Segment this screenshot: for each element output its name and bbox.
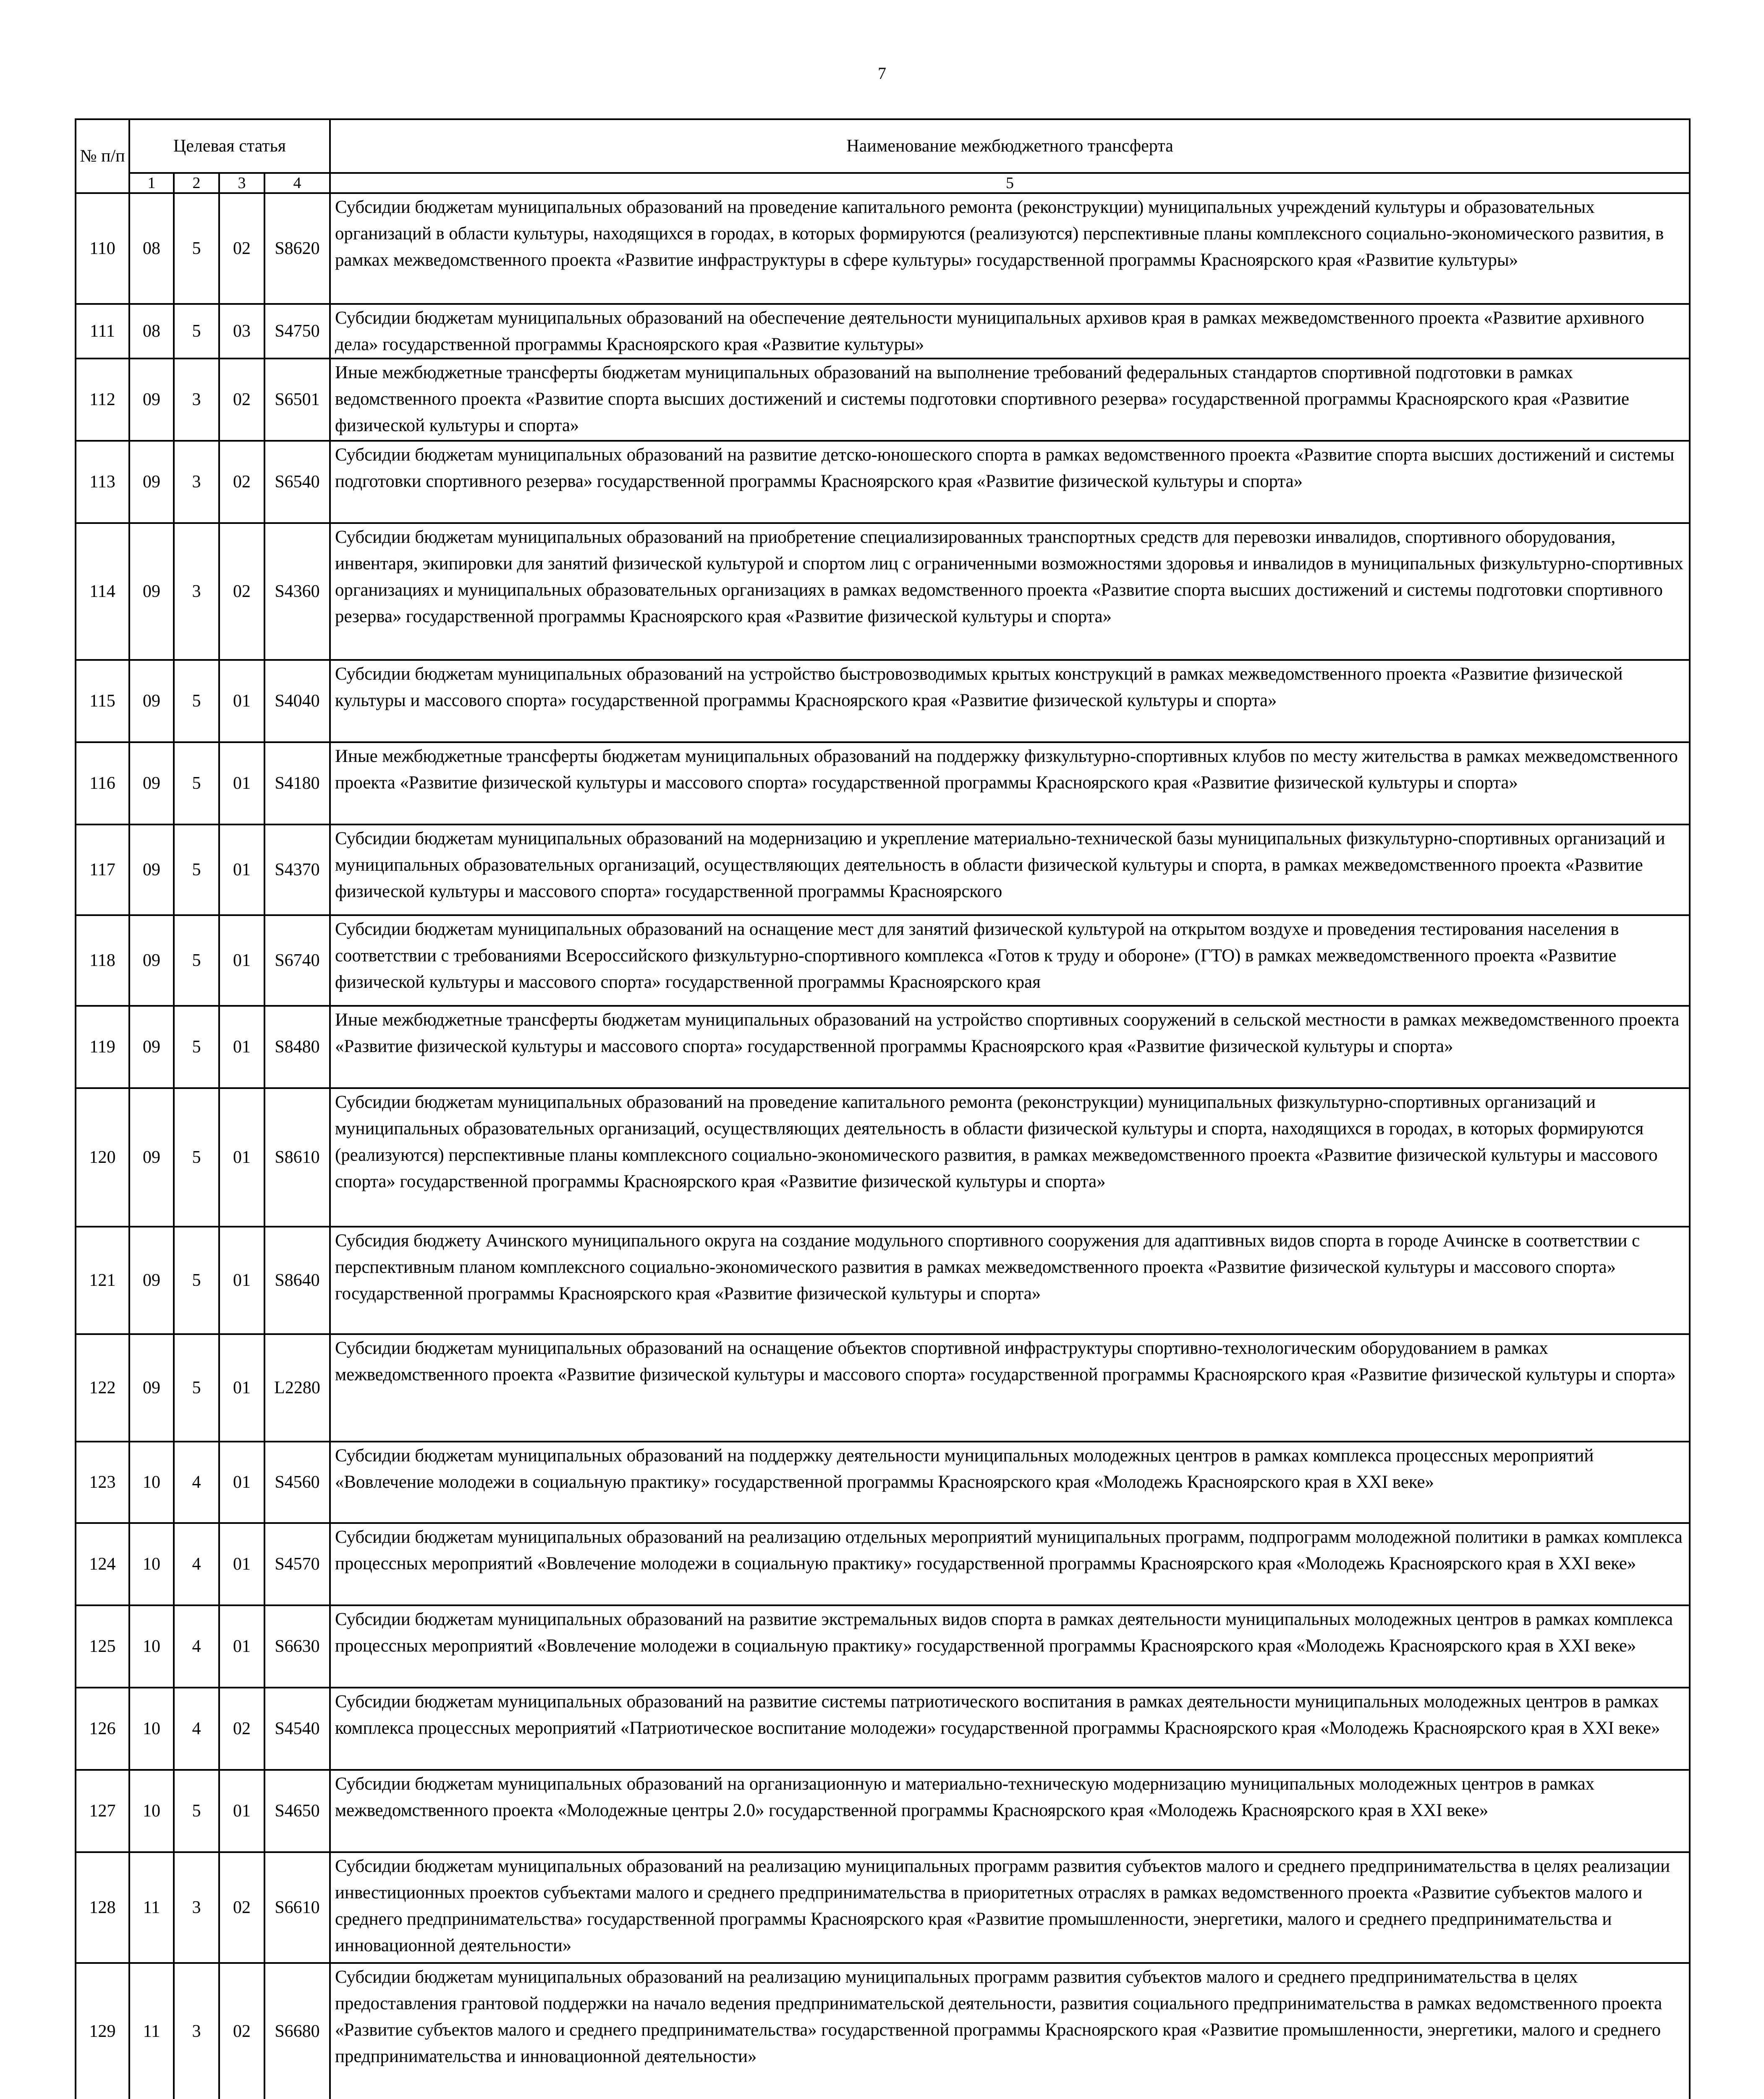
row-number: 112 — [76, 359, 129, 441]
code-1: 09 — [129, 359, 174, 441]
transfer-name: Субсидии бюджетам муниципальных образований на развитие системы патриотического воспитания в рамках деятельности муниципальных молодежных центров в рамках комплекса процессных мероприятий «Патриотическое воспитание молодежи» государственной программы Красноярского края «Молодежь Красноярского края в XXI веке» — [330, 1688, 1690, 1770]
code-2: 5 — [174, 742, 219, 824]
row-number: 118 — [76, 915, 129, 1006]
row-number: 111 — [76, 304, 129, 359]
code-4: S8640 — [264, 1227, 330, 1334]
column-number: 4 — [264, 173, 330, 193]
code-2: 5 — [174, 1770, 219, 1852]
row-number: 123 — [76, 1442, 129, 1523]
table-body — [76, 193, 1690, 2099]
code-1: 09 — [129, 1006, 174, 1088]
table-row — [76, 1688, 1690, 1770]
code-3: 01 — [219, 915, 264, 1006]
code-2: 5 — [174, 1227, 219, 1334]
code-2: 5 — [174, 660, 219, 742]
code-2: 3 — [174, 359, 219, 441]
row-number: 129 — [76, 1963, 129, 2099]
transfer-name: Субсидии бюджетам муниципальных образований на проведение капитального ремонта (реконструкции) муниципальных физкультурно-спортивных организаций и муниципальных образовательных организаций, осуществляющих деятельность в области физической культуры и спорта, находящихся в городах, в которых формируются (реализуются) перспективные планы комплексного социально-экономического развития, в рамках межведомственного проекта «Развитие физической культуры и массового спорта» государственной программы Красноярского края «Развитие физической культуры и спорта» — [330, 1088, 1690, 1227]
code-1: 10 — [129, 1688, 174, 1770]
code-4: S4360 — [264, 523, 330, 660]
row-number: 110 — [76, 193, 129, 304]
code-1: 09 — [129, 742, 174, 824]
table-row — [76, 359, 1690, 441]
code-1: 09 — [129, 1334, 174, 1442]
column-number: 1 — [129, 173, 174, 193]
code-1: 11 — [129, 1963, 174, 2099]
code-3: 03 — [219, 304, 264, 359]
code-4: S4650 — [264, 1770, 330, 1852]
code-1: 09 — [129, 441, 174, 523]
code-2: 4 — [174, 1605, 219, 1688]
code-2: 5 — [174, 824, 219, 915]
header-target-article: Целевая статья — [129, 119, 330, 173]
table-row — [76, 660, 1690, 742]
code-2: 5 — [174, 193, 219, 304]
code-2: 3 — [174, 1963, 219, 2099]
code-2: 5 — [174, 915, 219, 1006]
column-number: 2 — [174, 173, 219, 193]
code-3: 02 — [219, 523, 264, 660]
transfer-name: Субсидии бюджетам муниципальных образований на развитие экстремальных видов спорта в рамках деятельности муниципальных молодежных центров в рамках комплекса процессных мероприятий «Вовлечение молодежи в социальную практику» государственной программы Красноярского края «Молодежь Красноярского края в XXI веке» — [330, 1605, 1690, 1688]
code-3: 01 — [219, 824, 264, 915]
table-row — [76, 1770, 1690, 1852]
code-1: 08 — [129, 304, 174, 359]
row-number: 113 — [76, 441, 129, 523]
code-4: S8610 — [264, 1088, 330, 1227]
table-row — [76, 915, 1690, 1006]
code-2: 3 — [174, 1852, 219, 1963]
code-3: 02 — [219, 1688, 264, 1770]
code-2: 4 — [174, 1688, 219, 1770]
table-row — [76, 1006, 1690, 1088]
table-row — [76, 1523, 1690, 1605]
code-3: 01 — [219, 1227, 264, 1334]
row-number: 122 — [76, 1334, 129, 1442]
code-3: 01 — [219, 660, 264, 742]
code-3: 02 — [219, 193, 264, 304]
code-1: 10 — [129, 1523, 174, 1605]
code-3: 01 — [219, 1334, 264, 1442]
code-1: 10 — [129, 1770, 174, 1852]
code-3: 02 — [219, 441, 264, 523]
transfer-name: Субсидии бюджетам муниципальных образований на приобретение специализированных транспортных средств для перевозки инвалидов, спортивного оборудования, инвентаря, экипировки для занятий физической культурой и спортом лиц с ограниченными возможностями здоровья и инвалидов в муниципальных физкультурно-спортивных организациях и муниципальных образовательных организациях в рамках ведомственного проекта «Развитие спорта высших достижений и системы подготовки спортивного резерва» государственной программы Красноярского края «Развитие физической культуры и спорта» — [330, 523, 1690, 660]
code-1: 09 — [129, 1088, 174, 1227]
table-row — [76, 193, 1690, 304]
transfer-name: Субсидии бюджетам муниципальных образований на проведение капитального ремонта (реконструкции) муниципальных учреждений культуры и образовательных организаций в области культуры, находящихся в городах, в которых формируются (реализуются) перспективные планы комплексного социально-экономического развития, в рамках межведомственного проекта «Развитие инфраструктуры в сфере культуры» государственной программы Красноярского края «Развитие культуры» — [330, 193, 1690, 304]
table-row — [76, 824, 1690, 915]
code-1: 08 — [129, 193, 174, 304]
code-3: 02 — [219, 1963, 264, 2099]
table-row — [76, 1852, 1690, 1963]
code-4: S4180 — [264, 742, 330, 824]
code-2: 3 — [174, 441, 219, 523]
table-row — [76, 441, 1690, 523]
row-number: 128 — [76, 1852, 129, 1963]
table-row — [76, 1442, 1690, 1523]
table-row — [76, 1227, 1690, 1334]
transfer-name: Субсидии бюджетам муниципальных образований на организационную и материально-техническую модернизацию муниципальных молодежных центров в рамках межведомственного проекта «Молодежные центры 2.0» государственной программы Красноярского края «Молодежь Красноярского края в XXI веке» — [330, 1770, 1690, 1852]
code-3: 01 — [219, 1088, 264, 1227]
table-row — [76, 1334, 1690, 1442]
code-3: 01 — [219, 1770, 264, 1852]
row-number: 119 — [76, 1006, 129, 1088]
page-number: 7 — [878, 64, 886, 83]
code-2: 4 — [174, 1442, 219, 1523]
table-row — [76, 1088, 1690, 1227]
table-row — [76, 1963, 1690, 2099]
row-number: 125 — [76, 1605, 129, 1688]
transfer-name: Субсидии бюджетам муниципальных образований на реализацию отдельных мероприятий муниципальных программ, подпрограмм молодежной политики в рамках комплекса процессных мероприятий «Вовлечение молодежи в социальную практику» государственной программы Красноярского края «Молодежь Красноярского края в XXI веке» — [330, 1523, 1690, 1605]
code-4: S4570 — [264, 1523, 330, 1605]
row-number: 120 — [76, 1088, 129, 1227]
code-1: 09 — [129, 824, 174, 915]
code-1: 11 — [129, 1852, 174, 1963]
code-4: S8480 — [264, 1006, 330, 1088]
code-2: 5 — [174, 304, 219, 359]
transfer-name: Иные межбюджетные трансферты бюджетам муниципальных образований на устройство спортивных сооружений в сельской местности в рамках межведомственного проекта «Развитие физической культуры и массового спорта» государственной программы Красноярского края «Развитие физической культуры и спорта» — [330, 1006, 1690, 1088]
transfer-name: Субсидии бюджетам муниципальных образований на поддержку деятельности муниципальных молодежных центров в рамках комплекса процессных мероприятий «Вовлечение молодежи в социальную практику» государственной программы Красноярского края «Молодежь Красноярского края в XXI веке» — [330, 1442, 1690, 1523]
column-number: 5 — [330, 173, 1690, 193]
code-4: S6680 — [264, 1963, 330, 2099]
header-no: № п/п — [76, 119, 129, 193]
transfer-name: Иные межбюджетные трансферты бюджетам муниципальных образований на поддержку физкультурно-спортивных клубов по месту жительства в рамках межведомственного проекта «Развитие физической культуры и массового спорта» государственной программы Красноярского края «Развитие физической культуры и спорта» — [330, 742, 1690, 824]
code-3: 01 — [219, 1006, 264, 1088]
code-4: S6630 — [264, 1605, 330, 1688]
row-number: 127 — [76, 1770, 129, 1852]
code-1: 09 — [129, 1227, 174, 1334]
transfer-name: Субсидии бюджетам муниципальных образований на реализацию муниципальных программ развития субъектов малого и среднего предпринимательства в целях реализации инвестиционных проектов субъектами малого и среднего предпринимательства в приоритетных отраслях в рамках ведомственного проекта «Развитие субъектов малого и среднего предпринимательства» государственной программы Красноярского края «Развитие промышленности, энергетики, малого и среднего предпринимательства и инновационной деятельности» — [330, 1852, 1690, 1963]
code-4: S4040 — [264, 660, 330, 742]
row-number: 114 — [76, 523, 129, 660]
code-1: 09 — [129, 915, 174, 1006]
transfer-name: Субсидии бюджетам муниципальных образований на обеспечение деятельности муниципальных архивов края в рамках межведомственного проекта «Развитие архивного дела» государственной программы Красноярского края «Развитие культуры» — [330, 304, 1690, 359]
transfer-name: Субсидии бюджетам муниципальных образований на развитие детско-юношеского спорта в рамках ведомственного проекта «Развитие спорта высших достижений и системы подготовки спортивного резерва» государственной программы Красноярского края «Развитие физической культуры и спорта» — [330, 441, 1690, 523]
transfer-name: Субсидии бюджетам муниципальных образований на оснащение мест для занятий физической культурой на открытом воздухе и проведения тестирования населения в соответствии с требованиями Всероссийского физкультурно-спортивного комплекса «Готов к труду и обороне» (ГТО) в рамках межведомственного проекта «Развитие физической культуры и массового спорта» государственной программы Красноярского края — [330, 915, 1690, 1006]
transfer-name: Субсидии бюджетам муниципальных образований на модернизацию и укрепление материально-технической базы муниципальных физкультурно-спортивных организаций и муниципальных образовательных организаций, осуществляющих деятельность в области физической культуры и спорта, в рамках межведомственного проекта «Развитие физической культуры и массового спорта» государственной программы Красноярского — [330, 824, 1690, 915]
code-4: S6740 — [264, 915, 330, 1006]
code-3: 02 — [219, 1852, 264, 1963]
code-4: S4370 — [264, 824, 330, 915]
transfer-name: Субсидии бюджетам муниципальных образований на реализацию муниципальных программ развития субъектов малого и среднего предпринимательства в целях предоставления грантовой поддержки на начало ведения предпринимательской деятельности, развития социального предпринимательства в рамках ведомственного проекта «Развитие субъектов малого и среднего предпринимательства» государственной программы Красноярского края «Развитие промышленности, энергетики, малого и среднего предпринимательства и инновационной деятельности» — [330, 1963, 1690, 2099]
code-1: 10 — [129, 1605, 174, 1688]
row-number: 117 — [76, 824, 129, 915]
transfer-name: Субсидии бюджетам муниципальных образований на устройство быстровозводимых крытых конструкций в рамках межведомственного проекта «Развитие физической культуры и массового спорта» государственной программы Красноярского края «Развитие физической культуры и спорта» — [330, 660, 1690, 742]
code-4: L2280 — [264, 1334, 330, 1442]
code-2: 4 — [174, 1523, 219, 1605]
transfers-table — [75, 118, 1691, 2099]
code-3: 01 — [219, 1442, 264, 1523]
code-4: S6501 — [264, 359, 330, 441]
code-3: 01 — [219, 1605, 264, 1688]
code-4: S6610 — [264, 1852, 330, 1963]
code-1: 09 — [129, 660, 174, 742]
code-3: 01 — [219, 1523, 264, 1605]
code-2: 5 — [174, 1006, 219, 1088]
table-row — [76, 742, 1690, 824]
table-row — [76, 1605, 1690, 1688]
code-2: 5 — [174, 1088, 219, 1227]
code-2: 5 — [174, 1334, 219, 1442]
table-row — [76, 304, 1690, 359]
code-3: 02 — [219, 359, 264, 441]
code-1: 09 — [129, 523, 174, 660]
code-4: S8620 — [264, 193, 330, 304]
code-1: 10 — [129, 1442, 174, 1523]
code-4: S4540 — [264, 1688, 330, 1770]
code-4: S4560 — [264, 1442, 330, 1523]
row-number: 116 — [76, 742, 129, 824]
code-2: 3 — [174, 523, 219, 660]
code-4: S4750 — [264, 304, 330, 359]
code-4: S6540 — [264, 441, 330, 523]
column-number: 3 — [219, 173, 264, 193]
transfer-name: Субсидии бюджетам муниципальных образований на оснащение объектов спортивной инфраструктуры спортивно-технологическим оборудованием в рамках межведомственного проекта «Развитие физической культуры и массового спорта» государственной программы Красноярского края «Развитие физической культуры и спорта» — [330, 1334, 1690, 1442]
code-3: 01 — [219, 742, 264, 824]
row-number: 126 — [76, 1688, 129, 1770]
row-number: 115 — [76, 660, 129, 742]
row-number: 121 — [76, 1227, 129, 1334]
transfer-name: Иные межбюджетные трансферты бюджетам муниципальных образований на выполнение требований федеральных стандартов спортивной подготовки в рамках ведомственного проекта «Развитие спорта высших достижений и системы подготовки спортивного резерва» государственной программы Красноярского края «Развитие физической культуры и спорта» — [330, 359, 1690, 441]
table-row — [76, 523, 1690, 660]
header-transfer-name: Наименование межбюджетного трансферта — [330, 119, 1690, 173]
transfer-name: Субсидия бюджету Ачинского муниципального округа на создание модульного спортивного сооружения для адаптивных видов спорта в городе Ачинске в соответствии с перспективным планом комплексного социально-экономического развития в рамках межведомственного проекта «Развитие физической культуры и массового спорта» государственной программы Красноярского края «Развитие физической культуры и спорта» — [330, 1227, 1690, 1334]
row-number: 124 — [76, 1523, 129, 1605]
